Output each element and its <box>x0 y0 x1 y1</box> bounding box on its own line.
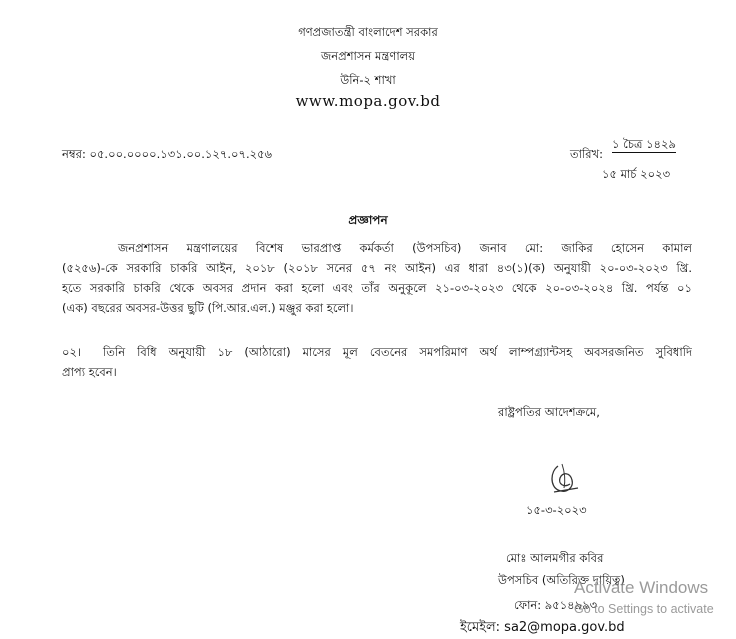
paragraph-2-number: ০২। <box>62 345 82 359</box>
paragraph-1-line: (এক) বছরের অবসর-উত্তর ছুটি (পি.আর.এল.) মঞ্জুর করা হলো। <box>62 301 354 315</box>
paragraph-1-line: হতে সরকারি চাকরি থেকে অবসর প্রদান করা হলো এবং তাঁর অনুকূলে ২১-০৩-২০২৩ থেকে ২০-০৩-২০২৪ খ্রি. পর্যন্ত ০১ <box>62 281 692 295</box>
paragraph-1 <box>62 238 692 318</box>
date-label: তারিখ: <box>570 147 604 161</box>
paragraph-2-line: প্রাপ্য হবেন। <box>62 365 117 379</box>
signature-image <box>544 458 584 498</box>
notification-title: প্রজ্ঞাপন <box>348 213 388 227</box>
date-english: ১৫ মার্চ ২০২৩ <box>602 167 671 181</box>
website-link[interactable]: www.mopa.gov.bd <box>295 92 441 110</box>
presidential-order-line: রাষ্ট্রপতির আদেশক্রমে, <box>498 405 600 419</box>
branch-name: উনি-২ শাখা <box>340 73 396 87</box>
paragraph-1-line: জনপ্রশাসন মন্ত্রণালয়ের বিশেষ ভারপ্রাপ্ত কর্মকর্তা (উপসচিব) জনাব মো: জাকির হোসেন কামাল <box>118 241 692 255</box>
ministry-name: জনপ্রশাসন মন্ত্রণালয় <box>321 49 415 63</box>
signatory-designation: উপসচিব (অতিরিক্ত দায়িত্ব) <box>498 573 625 587</box>
date-bangla <box>612 136 676 155</box>
signatory-email[interactable]: ইমেইল: sa2@mopa.gov.bd <box>460 620 625 635</box>
activate-windows-title: Activate Windows <box>574 578 709 597</box>
activate-windows-subtitle[interactable]: Go to Settings to activate <box>574 602 714 616</box>
paragraph-2 <box>62 342 692 382</box>
signatory-name: মোঃ আলমগীর কবির <box>506 551 604 565</box>
memo-number: নম্বর: ০৫.০০.০০০০.১৩১.০০.১২৭.০৭.২৫৬ <box>62 147 273 161</box>
signature-date: ১৫-৩-২০২৩ <box>526 503 587 517</box>
paragraph-1-line: (৫২৫৬)-কে সরকারি চাকরি আইন, ২০১৮ (২০১৮ সনের ৫৭ নং আইন) এর ধারা ৪৩(১)(ক) অনুযায়ী ২০-০৩-২০২৩ খ্রি. <box>62 261 692 275</box>
date-bangla-text: ১ চৈত্র ১৪২৯ <box>612 137 676 151</box>
paragraph-2-line: তিনি বিধি অনুযায়ী ১৮ (আঠারো) মাসের মূল বেতনের সমপরিমাণ অর্থ লাম্পগ্র্যান্টসহ অবসরজনিত সুবিধাদি <box>103 345 692 359</box>
government-name: গণপ্রজাতন্ত্রী বাংলাদেশ সরকার <box>298 25 438 39</box>
signatory-phone: ফোন: ৯৫১৪৯৯৩ <box>514 598 598 612</box>
